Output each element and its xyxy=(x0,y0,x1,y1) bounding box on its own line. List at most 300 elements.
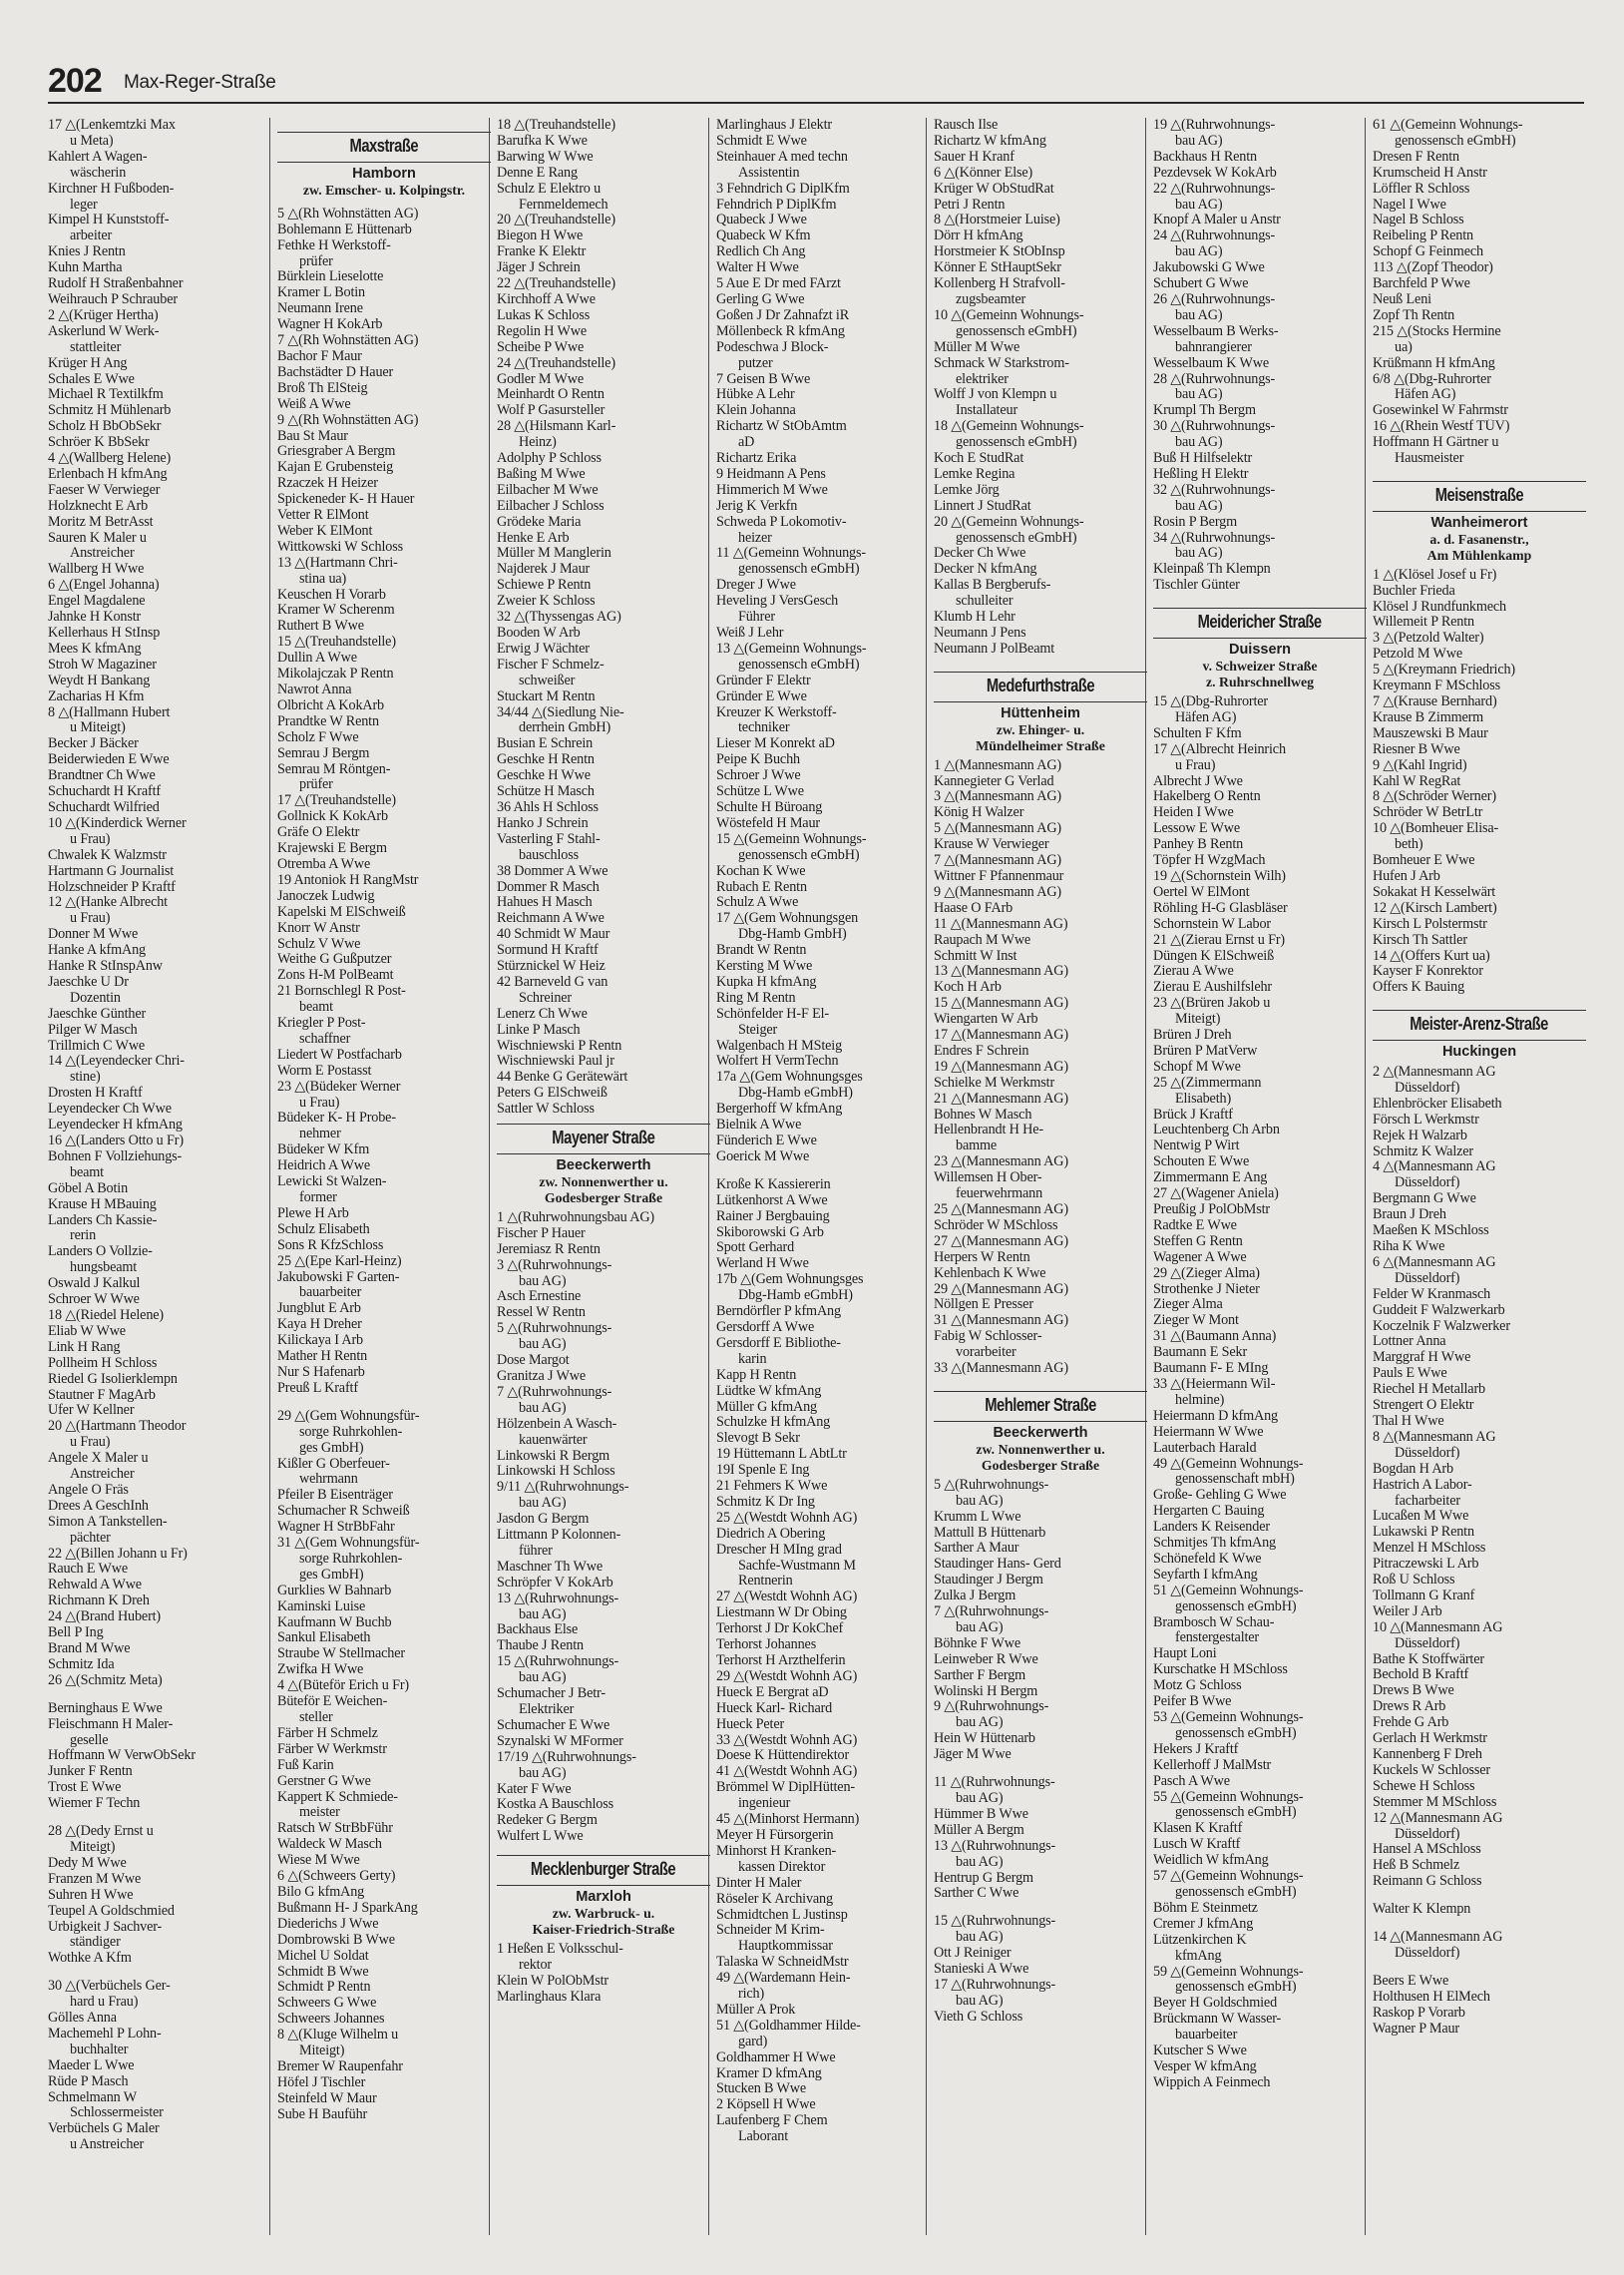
directory-entry: Fünderich E Wwe xyxy=(716,1134,817,1148)
directory-entry: Zons H-M PolBeamt xyxy=(277,968,394,984)
directory-entry: 13 △(Ruhrwohnungs- xyxy=(497,1591,619,1606)
directory-entry: Brüren P MatVerw xyxy=(1153,1043,1258,1059)
directory-entry: 14 △(Offers Kurt ua) xyxy=(1373,948,1490,964)
directory-entry: 44 Benke G Gerätewärt xyxy=(497,1070,628,1086)
directory-entry: Roß U Schloss xyxy=(1373,1573,1455,1589)
directory-entry: Bomheuer E Wwe xyxy=(1373,853,1475,869)
directory-entry: 5 △(Kreymann Friedrich) xyxy=(1373,663,1515,679)
directory-entry: Eliab W Wwe xyxy=(48,1323,126,1339)
directory-entry: 6/8 △(Dbg-Ruhrorter xyxy=(1373,371,1491,387)
directory-columns xyxy=(48,118,1584,2235)
directory-entry: Zieger Alma xyxy=(1153,1297,1223,1313)
directory-entry: Heiermann D kfmAng xyxy=(1153,1408,1278,1424)
directory-entry: 25 △(Mannesmann AG) xyxy=(934,1202,1068,1217)
directory-entry: Reibeling P Rentn xyxy=(1373,228,1473,244)
directory-entry: Gerlach H Werkmstr xyxy=(1373,1731,1487,1747)
directory-entry: 26 △(Schmitz Meta) xyxy=(48,1672,163,1688)
street-title: Mehlemer Straße xyxy=(985,1394,1096,1415)
entries-mehlemer-strasse xyxy=(934,1478,1147,2026)
directory-entry: 2 △(Krüger Hertha) xyxy=(48,307,159,323)
directory-entry: 19 △(Ruhrwohnungs- xyxy=(1153,118,1276,133)
directory-entry: 8 △(Mannesmann AG xyxy=(1373,1429,1496,1445)
directory-entry: Schumacher R Schweiß xyxy=(277,1504,410,1520)
directory-entry: Installateur xyxy=(956,403,1018,419)
directory-entry: 3 △(Ruhrwohnungs- xyxy=(497,1257,612,1273)
directory-entry: hungsbeamt xyxy=(70,1260,138,1276)
street-title: Meidericher Straße xyxy=(1197,612,1323,633)
directory-entry: Schmitz K Walzer xyxy=(1373,1143,1473,1159)
directory-entry: Schmitjes Th kfmAng xyxy=(1153,1536,1276,1552)
directory-entry: Ott J Reiniger xyxy=(934,1946,1012,1962)
directory-entry: genossensch eGmbH) xyxy=(956,530,1077,546)
directory-entry: Slevogt B Sekr xyxy=(716,1431,800,1447)
directory-entry: 29 △(Zieger Alma) xyxy=(1153,1265,1260,1281)
directory-entry: Jaeschke U Dr xyxy=(48,974,129,990)
directory-entry: Müller A Bergm xyxy=(934,1822,1024,1838)
street-title: Medefurthstraße xyxy=(986,675,1095,695)
entries-meisenstrasse xyxy=(1373,568,1586,996)
directory-entry: Semrau J Bergm xyxy=(277,745,370,761)
directory-entry: 1 △(Ruhrwohnungsbau AG) xyxy=(497,1209,654,1225)
directory-entry: Kochan K Wwe xyxy=(716,863,806,879)
directory-entry: Heiermann W Wwe xyxy=(1153,1424,1264,1440)
directory-entry: 18 △(Gemeinn Wohnungs- xyxy=(934,419,1084,435)
directory-entry: Lüdtke W kfmAng xyxy=(716,1383,822,1399)
directory-entry: 6 △(Mannesmann AG xyxy=(1373,1254,1496,1270)
directory-entry: 31 △(Baumann Anna) xyxy=(1153,1329,1277,1345)
directory-entry: u Frau) xyxy=(70,911,111,927)
directory-entry: Riha K Wwe xyxy=(1373,1239,1445,1254)
directory-entry: genossensch eGmbH) xyxy=(1175,1805,1297,1821)
directory-entry: 17/19 △(Ruhrwohnungs- xyxy=(497,1749,636,1765)
directory-entry: Dedy M Wwe xyxy=(48,1855,127,1871)
directory-entry: leger xyxy=(70,197,98,213)
directory-entry: 13 △(Mannesmann AG) xyxy=(934,964,1068,980)
entries-meister-arenz-strasse xyxy=(1373,1065,1586,2037)
directory-entry: bau AG) xyxy=(1175,498,1223,514)
directory-entry: 17 △(Gem Wohnungsgen xyxy=(716,911,859,927)
directory-entry: Lenerz Ch Wwe xyxy=(497,1006,588,1022)
directory-entry: Wittkowski W Schloss xyxy=(277,539,403,555)
entries-medefurthstrasse xyxy=(934,758,1147,1377)
directory-entry: ua) xyxy=(1395,339,1413,355)
directory-entry: Bürklein Lieselotte xyxy=(277,269,384,285)
directory-entry: Schmitz K Dr Ing xyxy=(716,1494,815,1510)
directory-entry: 25 △(Zimmermann xyxy=(1153,1075,1262,1091)
directory-entry: Heßling H Elektr xyxy=(1153,466,1249,482)
directory-entry: u Frau) xyxy=(70,1435,111,1451)
directory-entry: Geschke H Rentn xyxy=(497,752,595,768)
directory-entry: Machemehl P Lohn- xyxy=(48,2026,162,2042)
directory-entry: Wagner H KokArb xyxy=(277,317,383,333)
directory-entry: Leuchtenberg Ch Arbn xyxy=(1153,1123,1280,1138)
directory-entry: Nöllgen E Presser xyxy=(934,1297,1033,1313)
directory-entry: Führer xyxy=(738,610,775,626)
directory-entry: Jahnke H Konstr xyxy=(48,610,142,626)
directory-entry: bau AG) xyxy=(519,1496,567,1512)
directory-entry: Dörr H kfmAng xyxy=(934,228,1023,244)
directory-entry: genossensch eGmbH) xyxy=(956,435,1077,451)
directory-entry: Spott Gerhard xyxy=(716,1240,795,1256)
street-range-2: Am Mühlenkamp xyxy=(1426,547,1532,563)
directory-entry: Riesner B Wwe xyxy=(1373,741,1460,757)
directory-entry: 32 △(Ruhrwohnungs- xyxy=(1153,482,1276,498)
directory-entry: bau AG) xyxy=(956,1791,1004,1806)
directory-entry: Grödeke Maria xyxy=(497,514,582,530)
directory-entry: Stautner F MagArb xyxy=(48,1387,156,1403)
directory-entry: Wischniewski P Rentn xyxy=(497,1038,622,1054)
directory-entry: 13 △(Hartmann Chri- xyxy=(277,555,398,571)
directory-entry: 27 △(Mannesmann AG) xyxy=(934,1233,1068,1249)
column-4 xyxy=(716,118,930,2235)
directory-entry: Färber H Schmelz xyxy=(277,1725,378,1741)
directory-entry: Kapelski M ElSchweiß xyxy=(277,904,406,920)
directory-entry: Busian E Schrein xyxy=(497,736,594,752)
directory-entry: Schielke M Werkmstr xyxy=(934,1075,1055,1091)
directory-entry: Zimmermann E Ang xyxy=(1153,1170,1268,1186)
directory-entry: wehrmann xyxy=(299,1472,358,1488)
directory-entry: Schumacher E Wwe xyxy=(497,1717,610,1733)
directory-entry: Lieser M Konrekt aD xyxy=(716,736,835,752)
directory-entry: Pezdevsek W KokArb xyxy=(1153,165,1277,181)
directory-entry: hard u Frau) xyxy=(70,1995,139,2011)
directory-entry: Wesselbaum K Wwe xyxy=(1153,355,1269,371)
directory-entry: Pollheim H Schloss xyxy=(48,1355,158,1371)
directory-entry: Jerig K Verkfn xyxy=(716,498,798,514)
directory-entry: Motz G Schloss xyxy=(1153,1678,1242,1694)
directory-entry: Sons R KfzSchloss xyxy=(277,1237,384,1253)
directory-entry: Ruthert B Wwe xyxy=(277,619,364,635)
directory-entry: Maeder L Wwe xyxy=(48,2057,135,2073)
directory-entry: Nur S Hafenarb xyxy=(277,1364,365,1380)
directory-entry: Schulten F Kfm xyxy=(1153,725,1242,741)
directory-entry: Schuchardt Wilfried xyxy=(48,799,160,815)
directory-entry: Müller A Prok xyxy=(716,2002,796,2018)
directory-entry: Mather H Rentn xyxy=(277,1349,368,1365)
district-name: Marxloh xyxy=(576,1889,631,1906)
directory-entry: kauenwärter xyxy=(519,1432,588,1448)
directory-entry: stattleiter xyxy=(70,339,122,355)
directory-entry: Buß H Hilfselektr xyxy=(1153,451,1253,467)
column-5 xyxy=(934,118,1147,2235)
directory-entry: Gollnick K KokArb xyxy=(277,809,388,825)
directory-entry: Booden W Arb xyxy=(497,626,581,641)
directory-entry: Jeremiasz R Rentn xyxy=(497,1241,601,1257)
directory-entry: Schmack W Starkstrom- xyxy=(934,355,1069,371)
directory-entry: Schreiner xyxy=(519,990,573,1006)
directory-entry: 20 △(Treuhandstelle) xyxy=(497,213,615,228)
directory-entry: 17a △(Gem Wohnungsges xyxy=(716,1070,863,1086)
directory-entry: Böhm E Steinmetz xyxy=(1153,1900,1258,1916)
directory-entry: Röseler K Archivang xyxy=(716,1891,833,1907)
directory-entry: Hellenbrandt H He- xyxy=(934,1123,1043,1138)
street-range-2: Godesberger Straße xyxy=(544,1189,663,1205)
entries-mehlemer-strasse-cont xyxy=(1153,118,1367,594)
directory-entry: u Anstreicher xyxy=(70,2137,145,2153)
directory-entry: Zierau E Aushilfslehr xyxy=(1153,980,1272,996)
directory-entry: u Frau) xyxy=(299,1095,340,1111)
directory-entry: Schütze H Masch xyxy=(497,784,595,800)
directory-entry: Gerstner G Wwe xyxy=(277,1773,371,1789)
directory-entry: Kahlert A Wagen- xyxy=(48,149,148,165)
directory-entry: Albrecht J Wwe xyxy=(1153,773,1243,789)
directory-entry: former xyxy=(299,1190,337,1205)
directory-entry: Bohnen F Vollziehungs- xyxy=(48,1148,183,1164)
directory-entry: Schumacher J Betr- xyxy=(497,1686,606,1702)
directory-entry: 6 △(Engel Johanna) xyxy=(48,578,160,594)
directory-entry: Thaube J Rentn xyxy=(497,1638,584,1654)
directory-entry: Straube W Stellmacher xyxy=(277,1646,405,1662)
directory-entry: 14 △(Leyendecker Chri- xyxy=(48,1054,185,1070)
directory-entry: rektor xyxy=(519,1957,552,1973)
column-3 xyxy=(497,118,710,2235)
directory-entry: Krumpl Th Bergm xyxy=(1153,403,1256,419)
directory-entry: Bilo G kfmAng xyxy=(277,1884,365,1900)
street-header-mehlemer-strasse xyxy=(934,1391,1147,1422)
directory-entry: Schweers G Wwe xyxy=(277,1996,377,2012)
directory-entry: genossenschaft mbH) xyxy=(1175,1472,1295,1488)
directory-entry: Otremba A Wwe xyxy=(277,856,371,872)
directory-entry: Gräfe O Elektr xyxy=(277,825,360,841)
directory-entry: pächter xyxy=(70,1530,111,1546)
directory-entry: Klasen K Kraftf xyxy=(1153,1821,1243,1837)
directory-entry: 5 Aue E Dr med FArzt xyxy=(716,276,841,292)
street-header-meidericher-strasse xyxy=(1153,608,1367,639)
directory-entry: Drosten H Kraftf xyxy=(48,1086,143,1102)
directory-entry: sorge Ruhrkohlen- xyxy=(299,1551,403,1567)
directory-entry: Lemke Jörg xyxy=(934,482,1000,498)
column-7 xyxy=(1373,118,1586,2235)
directory-entry: Dullin A Wwe xyxy=(277,651,357,667)
directory-entry: Diederichs J Wwe xyxy=(277,1916,379,1932)
directory-entry: Reimann G Schloss xyxy=(1373,1874,1482,1890)
directory-entry: Sattler W Schloss xyxy=(497,1102,595,1118)
directory-entry: Stuckart M Rentn xyxy=(497,688,596,704)
directory-entry: Braun J Dreh xyxy=(1373,1207,1446,1223)
directory-entry: Kapp H Rentn xyxy=(716,1367,797,1383)
directory-entry: 34/44 △(Siedlung Nie- xyxy=(497,704,624,720)
directory-entry: Nawrot Anna xyxy=(277,682,352,697)
directory-entry: Ehlenbröcker Elisabeth xyxy=(1373,1096,1502,1112)
directory-entry: 13 △(Gemeinn Wohnungs- xyxy=(716,641,867,657)
directory-entry: Willemsen H Ober- xyxy=(934,1170,1042,1186)
directory-entry: Krumscheid H Anstr xyxy=(1373,165,1487,181)
directory-entry: Buchler Frieda xyxy=(1373,583,1455,599)
directory-entry: Gölles Anna xyxy=(48,2011,117,2027)
directory-entry: Drews R Arb xyxy=(1373,1699,1446,1715)
directory-entry: König H Walzer xyxy=(934,805,1024,821)
directory-entry: Krause B Zimmerm xyxy=(1373,709,1484,725)
directory-entry: Krause W Verwieger xyxy=(934,837,1049,853)
directory-entry: Najderek J Maur xyxy=(497,562,591,578)
directory-entry: Koczelnik F Walzwerker xyxy=(1373,1318,1510,1334)
directory-entry: Heß B Schmelz xyxy=(1373,1858,1460,1874)
directory-entry: Miteigt) xyxy=(1175,1012,1221,1028)
directory-entry: 36 Ahls H Schloss xyxy=(497,799,599,815)
directory-entry: Wolinski H Bergm xyxy=(934,1683,1038,1699)
directory-entry: Weiler J Arb xyxy=(1373,1603,1442,1619)
directory-entry: Krüger W ObStudRat xyxy=(934,181,1054,197)
directory-entry: Dinter H Maler xyxy=(716,1875,802,1891)
entries-meidericher-strasse xyxy=(1153,694,1367,2091)
street-header-mayener-strasse xyxy=(497,1124,710,1154)
directory-entry: Henke E Arb xyxy=(497,530,570,546)
directory-entry: Terhorst H Arzthelferin xyxy=(716,1653,846,1668)
directory-entry: genossensch eGmbH) xyxy=(1175,1980,1297,1996)
directory-entry: kassen Direktor xyxy=(738,1859,826,1875)
directory-entry: 33 △(Heiermann Wil- xyxy=(1153,1376,1276,1392)
directory-entry: 5 △(Rh Wohnstätten AG) xyxy=(277,206,419,222)
directory-entry: Bechold B Kraftf xyxy=(1373,1667,1469,1683)
directory-entry: Büdeker W Kfm xyxy=(277,1142,370,1158)
directory-entry: Kuckels W Schlosser xyxy=(1373,1762,1490,1778)
directory-entry: u Frau) xyxy=(1175,757,1216,773)
directory-entry: Krüger H Ang xyxy=(48,355,128,371)
directory-entry: Spickeneder K- H Hauer xyxy=(277,492,415,508)
directory-entry: Zacharias H Kfm xyxy=(48,688,145,704)
directory-entry: Donner M Wwe xyxy=(48,927,139,943)
directory-entry: Weithe G Gußputzer xyxy=(277,952,392,968)
directory-entry: Gersdorff E Bibliothe- xyxy=(716,1335,841,1351)
directory-entry: Schroer W Wwe xyxy=(48,1292,140,1308)
directory-entry: meister xyxy=(299,1805,340,1821)
directory-entry: Meyer H Fürsorgerin xyxy=(716,1827,834,1843)
directory-entry: Schröder W MSchloss xyxy=(934,1217,1058,1233)
directory-entry: genossensch eGmbH) xyxy=(956,323,1077,339)
entries-meidericher-strasse-cont xyxy=(1373,118,1586,467)
directory-entry: genossensch eGmbH) xyxy=(1175,1725,1297,1741)
directory-entry: Kirchhoff A Wwe xyxy=(497,291,596,307)
directory-entry: u Miteigt) xyxy=(70,720,126,736)
directory-entry: 12 △(Hanke Albrecht xyxy=(48,895,168,911)
directory-entry: Hein W Hüttenarb xyxy=(934,1731,1035,1747)
directory-entry: Klein W PolObMstr xyxy=(497,1973,609,1989)
directory-entry xyxy=(1373,1962,1586,1974)
directory-entry: 30 △(Verbüchels Ger- xyxy=(48,1979,171,1995)
directory-entry: Granitza J Wwe xyxy=(497,1368,587,1384)
directory-entry: 6 △(Könner Else) xyxy=(934,165,1033,181)
directory-entry: Miteigt) xyxy=(70,1839,116,1855)
directory-entry: Herpers W Rentn xyxy=(934,1249,1030,1265)
directory-entry: Brüren J Dreh xyxy=(1153,1028,1232,1044)
directory-entry: Klein Johanna xyxy=(716,403,796,419)
directory-entry: Weydt H Bankang xyxy=(48,673,151,688)
directory-entry: 19 Antoniok H RangMstr xyxy=(277,872,419,888)
directory-entry: 15 △(Dbg-Ruhrorter xyxy=(1153,694,1268,709)
directory-entry: Hauptkommissar xyxy=(738,1939,833,1955)
street-range-2: Kaiser-Friedrich-Straße xyxy=(532,1921,675,1937)
directory-entry: Brückmann W Wasser- xyxy=(1153,2012,1282,2028)
directory-entry: 24 △(Ruhrwohnungs- xyxy=(1153,228,1276,244)
directory-entry: Backhaus Else xyxy=(497,1622,579,1638)
directory-entry: Goldhammer H Wwe xyxy=(716,2049,836,2065)
directory-entry: Klumb H Lehr xyxy=(934,610,1015,626)
directory-entry: Cremer J kfmAng xyxy=(1153,1916,1254,1932)
directory-entry: Sachfe-Wustmann M xyxy=(738,1558,856,1574)
directory-entry: Sauren K Maler u xyxy=(48,530,147,546)
directory-entry: Stanieski A Wwe xyxy=(934,1962,1029,1978)
directory-entry: Brömmel W DiplHütten- xyxy=(716,1780,855,1796)
directory-entry: Kaya H Dreher xyxy=(277,1317,362,1333)
street-title: Mayener Straße xyxy=(552,1128,655,1148)
directory-entry: Knopf A Maler u Anstr xyxy=(1153,213,1281,228)
directory-entry: Decker N kfmAng xyxy=(934,562,1037,578)
directory-entry: 9 △(Mannesmann AG) xyxy=(934,884,1061,900)
directory-entry: Schmitt W Inst xyxy=(934,948,1017,964)
directory-entry: ständiger xyxy=(70,1935,121,1951)
directory-entry: Wagner P Maur xyxy=(1373,2021,1459,2037)
directory-entry: Schopf G Feinmech xyxy=(1373,244,1483,260)
page-number: 202 xyxy=(48,62,102,100)
directory-entry: ges GmbH) xyxy=(299,1440,364,1456)
directory-entry: 2 △(Mannesmann AG xyxy=(1373,1065,1496,1081)
directory-entry: Bohlemann E Hüttenarb xyxy=(277,222,412,237)
entries-mecklenburger-strasse-cont2 xyxy=(934,118,1147,658)
directory-entry: Schmidt B Wwe xyxy=(277,1964,369,1980)
directory-entry: Holzschneider P Kraftf xyxy=(48,879,176,895)
directory-entry: Ressel W Rentn xyxy=(497,1305,586,1321)
directory-entry: Bremer W Raupenfahr xyxy=(277,2058,403,2074)
directory-entry: Baßing M Wwe xyxy=(497,466,586,482)
directory-entry: Brand M Wwe xyxy=(48,1641,131,1656)
directory-entry: Peipe K Buchh xyxy=(716,752,800,768)
directory-entry: Maeßen K MSchloss xyxy=(1373,1223,1489,1239)
directory-entry: 4 △(Mannesmann AG xyxy=(1373,1159,1496,1175)
directory-entry: Heiden I Wwe xyxy=(1153,805,1234,821)
directory-entry: 17 △(Albrecht Heinrich xyxy=(1153,741,1286,757)
directory-entry: Hanke A kfmAng xyxy=(48,943,146,959)
directory-entry: Krause H MBauing xyxy=(48,1196,157,1212)
directory-entry: Diedrich A Obering xyxy=(716,1526,826,1542)
entries-mayener-strasse xyxy=(497,1210,710,1845)
directory-entry: Bathe K Stoffwärter xyxy=(1373,1651,1484,1667)
directory-entry: Jasdon G Bergm xyxy=(497,1512,590,1528)
directory-entry: Linnert J StudRat xyxy=(934,498,1031,514)
directory-entry: Schmidtchen L Justinsp xyxy=(716,1907,848,1923)
directory-entry: Jäger M Wwe xyxy=(934,1747,1012,1763)
directory-entry: Redeker G Bergm xyxy=(497,1813,598,1829)
directory-entry: 5 △(Ruhrwohnungs- xyxy=(497,1321,612,1337)
directory-entry: Kappert K Schmiede- xyxy=(277,1789,398,1805)
directory-entry: 9 △(Kahl Ingrid) xyxy=(1373,757,1467,773)
directory-entry: vorarbeiter xyxy=(956,1345,1016,1361)
directory-entry: ingenieur xyxy=(738,1796,791,1812)
directory-entry: helmine) xyxy=(1175,1392,1225,1408)
directory-entry: 28 △(Hilsmann Karl- xyxy=(497,419,616,435)
directory-entry: 38 Dommer A Wwe xyxy=(497,863,609,879)
directory-entry: Dbg-Hamb GmbH) xyxy=(738,927,847,943)
directory-entry: Landers Ch Kassie- xyxy=(48,1212,158,1228)
directory-entry: Hartmann G Journalist xyxy=(48,863,175,879)
directory-entry: 45 △(Minhorst Hermann) xyxy=(716,1812,860,1828)
directory-entry: Jaeschke Günther xyxy=(48,1006,147,1022)
directory-entry: Lemke Regina xyxy=(934,466,1015,482)
directory-entry: Kramer L Botin xyxy=(277,285,365,301)
directory-entry: 26 △(Ruhrwohnungs- xyxy=(1153,291,1276,307)
directory-entry: Becker J Bäcker xyxy=(48,736,139,752)
directory-entry: beamt xyxy=(70,1164,104,1180)
directory-entry: Littmann P Kolonnen- xyxy=(497,1528,621,1544)
directory-entry: rich) xyxy=(738,1987,765,2003)
directory-entry: Rzaczek H Heizer xyxy=(277,476,378,492)
directory-entry: bau AG) xyxy=(1175,244,1223,260)
directory-entry: Angele O Fräs xyxy=(48,1482,129,1498)
directory-entry: 29 △(Westdt Wohnh AG) xyxy=(716,1668,858,1684)
directory-entry: Liestmann W Dr Obing xyxy=(716,1605,847,1621)
directory-entry: Bohnes W Masch xyxy=(934,1107,1032,1123)
directory-entry: Wischniewski Paul jr xyxy=(497,1054,614,1070)
directory-entry: Chwalek K Walzmstr xyxy=(48,847,167,863)
